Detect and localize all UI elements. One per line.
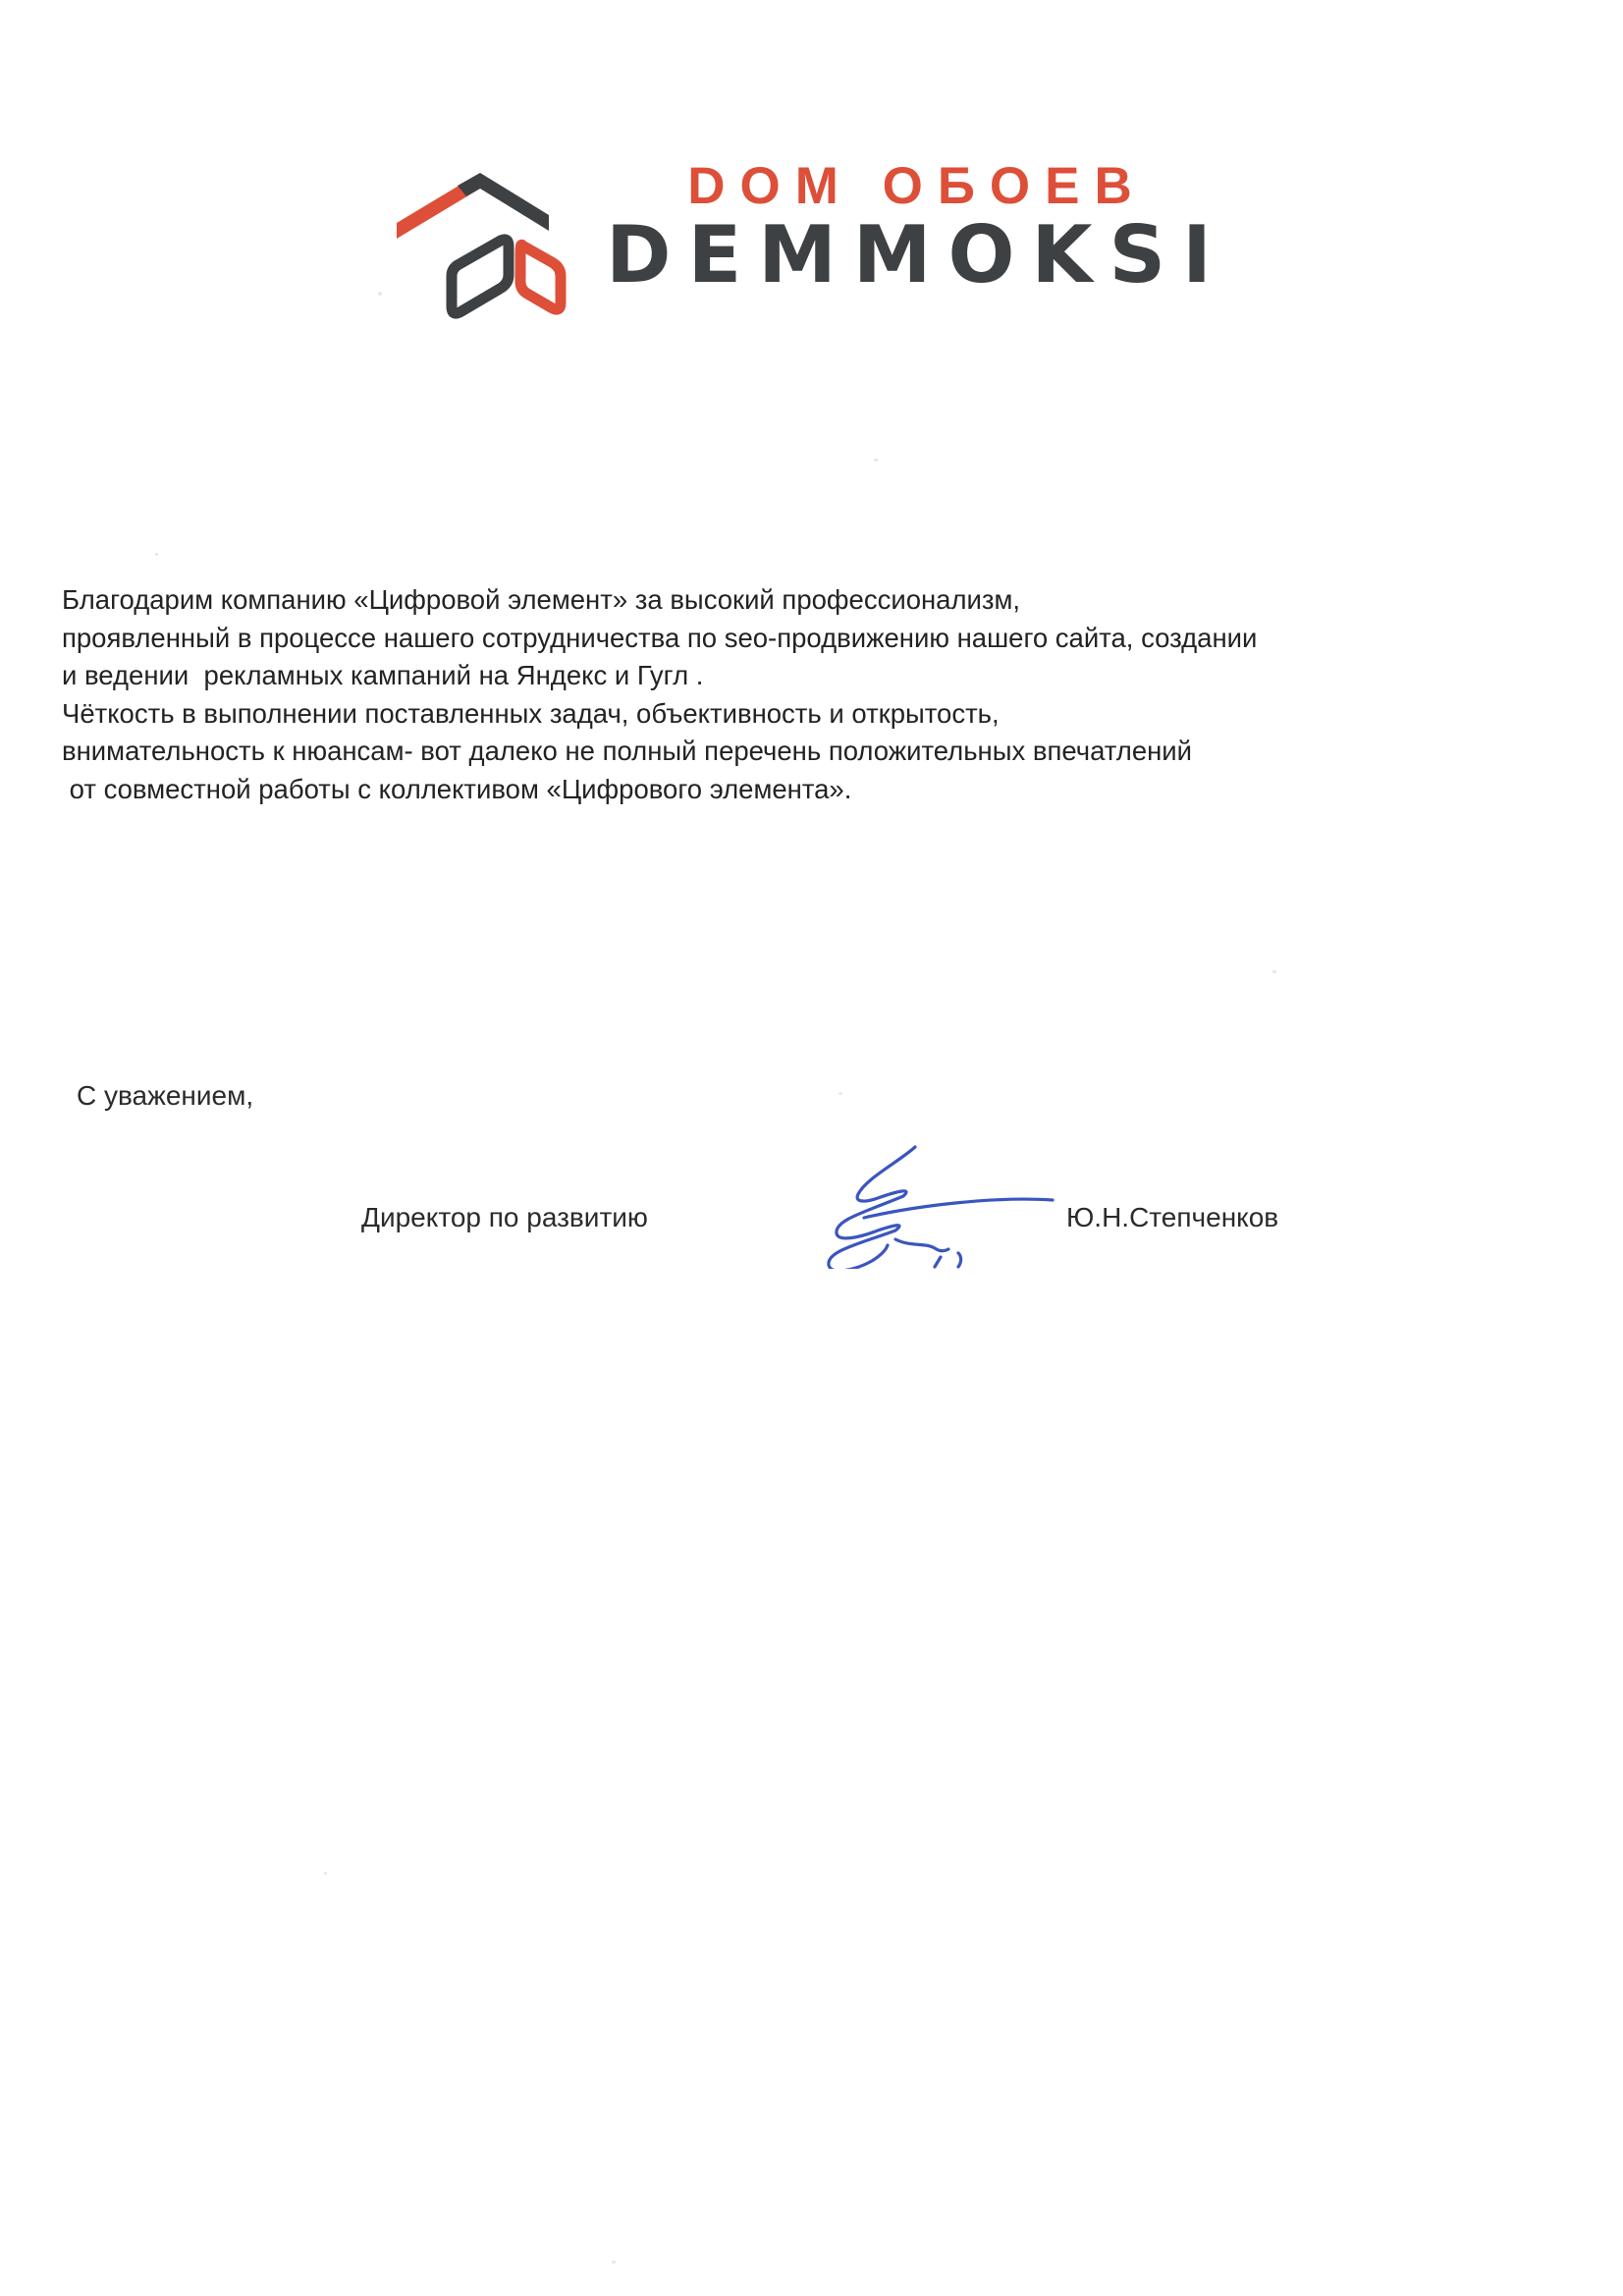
logo-text-block (581, 157, 1253, 301)
signature-strokes (829, 1147, 1053, 1269)
handwritten-signature (748, 1141, 1082, 1269)
scan-speck (324, 1872, 327, 1875)
scan-speck (1272, 970, 1276, 973)
signer-name: Ю.Н.Степченков (1066, 1202, 1279, 1232)
scan-speck (839, 1092, 842, 1095)
scan-speck (874, 459, 878, 462)
signer-title: Директор по развитию (361, 1202, 648, 1232)
closing-salutation: С уважением, (77, 1080, 254, 1111)
scan-speck (155, 553, 158, 556)
scan-speck (378, 292, 382, 296)
company-logo (389, 159, 1253, 336)
body-line: от совместной работы с коллективом «Цифрового элемента». (62, 773, 852, 804)
letter-body (62, 581, 1574, 808)
body-line: внимательность к нюансам- вот далеко не полный перечень положительных впечатлений (62, 736, 1193, 766)
house-logo-icon (389, 163, 568, 332)
scan-speck (612, 2261, 616, 2264)
body-line: проявленный в процессе нашего сотрудничества по seo-продвижению нашего сайта, создании (62, 622, 1258, 653)
logo-subtitle: DEMMOKSI (606, 209, 1228, 301)
logo-title: DOM ОБОЕВ (687, 157, 1147, 215)
body-line: Чёткость в выполнении поставленных задач, объективность и открытость, (62, 697, 1000, 729)
body-line: Благодарим компанию «Цифровой элемент» за высокий профессионализм, (62, 584, 1021, 615)
body-line: и ведении рекламных кампаний на Яндекс и Гугл . (62, 660, 704, 690)
